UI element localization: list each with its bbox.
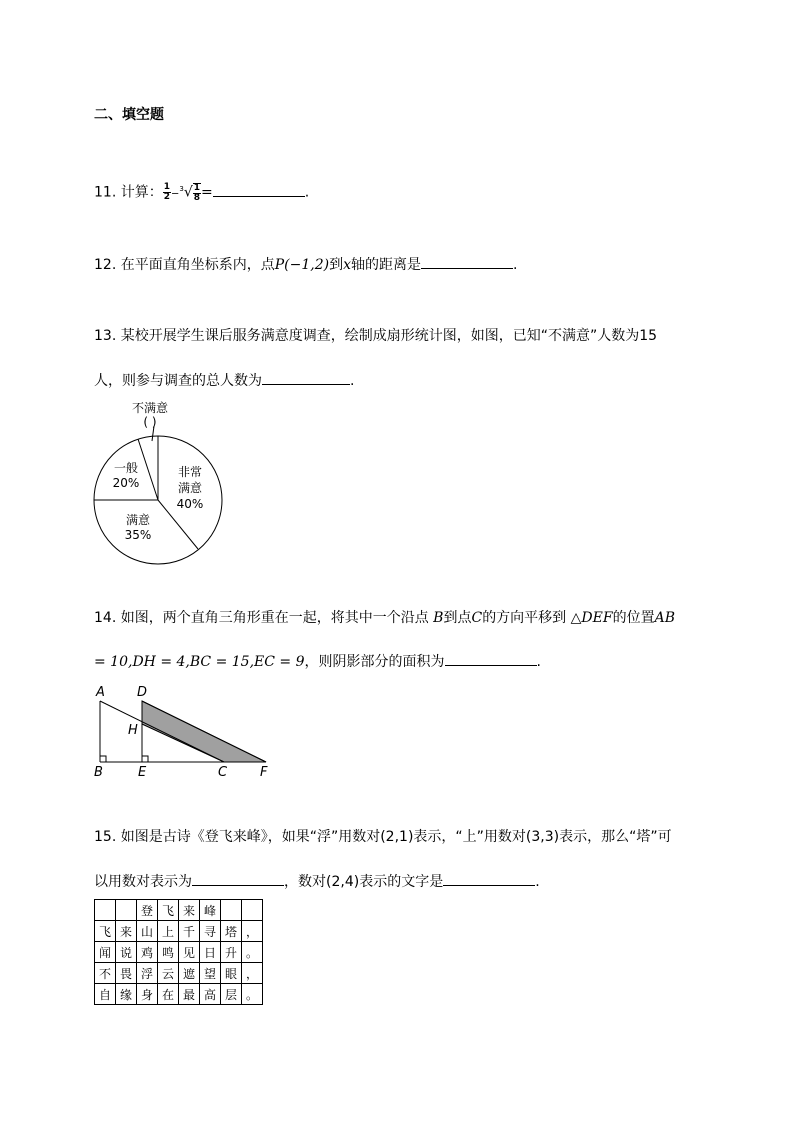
q15-answer-blank-2[interactable] bbox=[443, 871, 535, 886]
question-15-line-1: 15. 如图是古诗《登飞来峰》，如果“浮”用数对(2,1)表示，“上”用数对(3,3)表示，那么“塔”可 bbox=[94, 829, 672, 845]
poem-grid-row bbox=[95, 942, 263, 963]
poem-grid-cell: 层 bbox=[221, 984, 242, 1005]
question-13-line-1: 13. 某校开展学生课后服务满意度调查，绘制成扇形统计图，如图，已知“不满意”人数为15 bbox=[94, 328, 658, 344]
label-feichang-2: 满意 bbox=[177, 481, 203, 495]
poem-grid-cell: 鸣 bbox=[158, 942, 179, 963]
poem-grid-cell: 来 bbox=[179, 900, 200, 921]
poem-grid-cell: 浮 bbox=[137, 963, 158, 984]
right-angle-e bbox=[142, 756, 148, 762]
pct-feichang: 40% bbox=[176, 497, 204, 511]
q12-point: P(−1,2) bbox=[274, 257, 330, 273]
poem-grid-row bbox=[95, 900, 263, 921]
poem-grid-cell: 升 bbox=[221, 942, 242, 963]
poem-grid-row bbox=[95, 984, 263, 1005]
pct-manyi: 35% bbox=[124, 528, 152, 542]
poem-grid-cell: 千 bbox=[179, 921, 200, 942]
q11-answer-blank[interactable] bbox=[213, 182, 305, 197]
label-f: F bbox=[260, 765, 268, 780]
poem-grid-cell: 缘 bbox=[116, 984, 137, 1005]
poem-grid-cell: 鸡 bbox=[137, 942, 158, 963]
label-a: A bbox=[96, 685, 105, 700]
segment-ac bbox=[100, 701, 224, 762]
poem-grid-cell: ， bbox=[242, 921, 263, 942]
question-13-line-2: 人，则参与调查的总人数为 . bbox=[94, 370, 354, 390]
poem-grid-cell: 眼 bbox=[221, 963, 242, 984]
label-bumanyi: 不满意 bbox=[131, 401, 169, 415]
question-14-line-1: 14. 如图，两个直角三角形重在一起，将其中一个沿点 B到点C的方向平移到 △DEF的位置AB bbox=[94, 610, 675, 626]
label-yiban: 一般 bbox=[113, 461, 139, 475]
question-15-line-2: 以用数对表示为 ，数对(2,4)表示的文字是 . bbox=[94, 871, 540, 891]
poem-grid bbox=[94, 899, 263, 1005]
poem-grid-cell: 。 bbox=[242, 984, 263, 1005]
poem-grid-cell: 塔 bbox=[221, 921, 242, 942]
poem-grid-cell: 畏 bbox=[116, 963, 137, 984]
poem-grid-cell: 上 bbox=[158, 921, 179, 942]
poem-grid-cell: 山 bbox=[137, 921, 158, 942]
poem-grid-cell: 高 bbox=[200, 984, 221, 1005]
poem-grid-cell: 峰 bbox=[200, 900, 221, 921]
poem-grid-cell bbox=[95, 900, 116, 921]
q11-prefix: 11. 计算： bbox=[94, 184, 163, 201]
poem-grid-cell: 寻 bbox=[200, 921, 221, 942]
question-11: 11. 计算： $\frac{1}{2}$ −$^3$√ $\frac{1}{8}$ = . bbox=[94, 182, 310, 203]
q13-answer-blank[interactable] bbox=[262, 370, 350, 385]
poem-grid-cell: 来 bbox=[116, 921, 137, 942]
poem-grid-cell: 。 bbox=[242, 942, 263, 963]
question-14-line-2: = 10,DH = 4,BC = 15,EC = 9，则阴影部分的面积为 . bbox=[94, 651, 541, 671]
poem-grid-cell bbox=[221, 900, 242, 921]
poem-grid-cell bbox=[242, 900, 263, 921]
poem-grid-cell: 最 bbox=[179, 984, 200, 1005]
poem-grid-cell: 说 bbox=[116, 942, 137, 963]
pct-yiban: 20% bbox=[112, 476, 140, 490]
label-b: B bbox=[94, 765, 103, 780]
label-d: D bbox=[137, 685, 148, 700]
label-e: E bbox=[138, 765, 147, 780]
q12-answer-blank[interactable] bbox=[421, 254, 513, 269]
poem-grid-cell: 望 bbox=[200, 963, 221, 984]
poem-grid-cell: 飞 bbox=[158, 900, 179, 921]
question-12: 12. 在平面直角坐标系内，点P(−1,2)到x轴的距离是 . bbox=[94, 254, 517, 274]
q11-root-index: 3 bbox=[179, 185, 184, 193]
triangle-translation-figure bbox=[90, 682, 280, 782]
poem-grid-cell: 身 bbox=[137, 984, 158, 1005]
section-title: 二、填空题 bbox=[94, 107, 164, 123]
q11-fraction-2: $\frac{1}{8}$ bbox=[193, 182, 201, 203]
poem-grid-cell: 不 bbox=[95, 963, 116, 984]
poem-grid-cell: 云 bbox=[158, 963, 179, 984]
poem-grid-cell: 见 bbox=[179, 942, 200, 963]
label-feichang-1: 非常 bbox=[177, 465, 203, 479]
poem-grid-cell: 日 bbox=[200, 942, 221, 963]
poem-grid-cell: 登 bbox=[137, 900, 158, 921]
label-h: H bbox=[128, 723, 138, 738]
poem-grid-cell: 遮 bbox=[179, 963, 200, 984]
poem-grid-cell: 飞 bbox=[95, 921, 116, 942]
poem-grid-row bbox=[95, 963, 263, 984]
satisfaction-pie-chart bbox=[90, 396, 250, 566]
poem-grid-cell: 闻 bbox=[95, 942, 116, 963]
q15-answer-blank-1[interactable] bbox=[192, 871, 284, 886]
poem-grid-cell: ， bbox=[242, 963, 263, 984]
poem-grid-row bbox=[95, 921, 263, 942]
label-bumanyi-paren: ( ) bbox=[143, 415, 157, 429]
label-c: C bbox=[218, 765, 228, 780]
right-angle-b bbox=[100, 756, 106, 762]
poem-grid-cell bbox=[116, 900, 137, 921]
q11-fraction-1: $\frac{1}{2}$ bbox=[163, 182, 170, 203]
q14-answer-blank[interactable] bbox=[445, 651, 537, 666]
poem-grid-cell: 自 bbox=[95, 984, 116, 1005]
label-manyi: 满意 bbox=[125, 513, 151, 527]
poem-grid-cell: 在 bbox=[158, 984, 179, 1005]
